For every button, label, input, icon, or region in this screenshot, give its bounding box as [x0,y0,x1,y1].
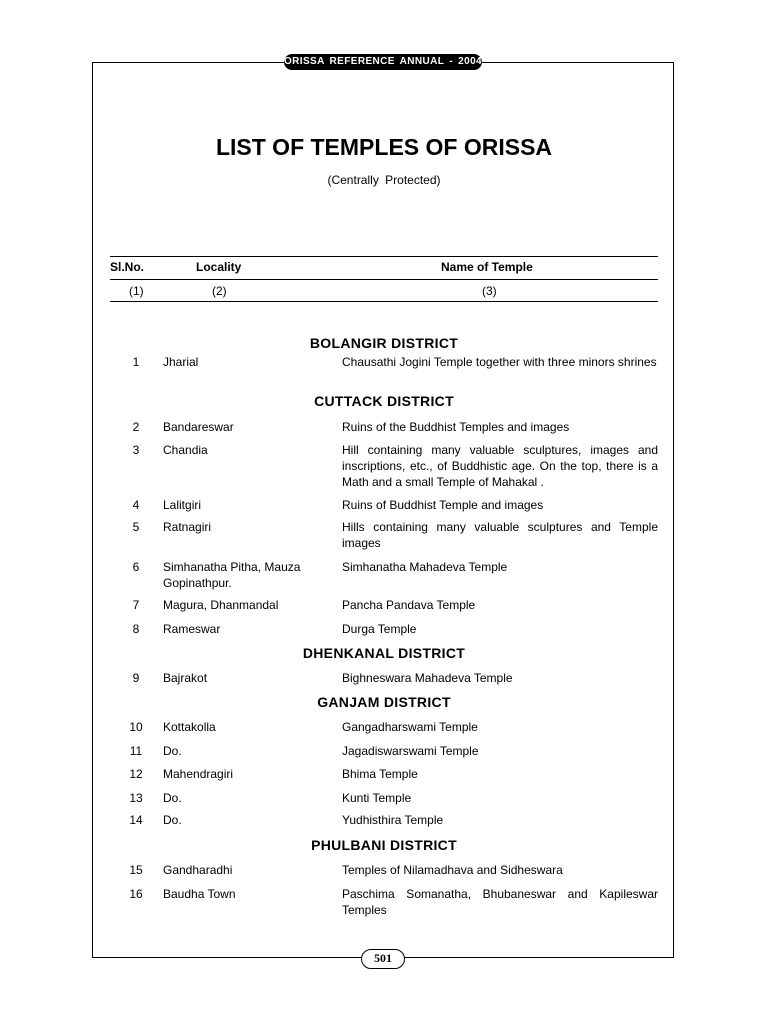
serial-number: 1 [132,355,140,369]
district-heading: BOLANGIR DISTRICT [309,335,459,351]
locality-cell: Do. [163,791,182,805]
running-header: ORISSA REFERENCE ANNUAL - 2004 [284,54,482,70]
colnum-2: (2) [212,284,227,298]
temple-name-cell: Bhima Temple [342,767,418,781]
locality-cell: Do. [163,813,182,827]
temple-name-cell: Hill containing many valuable sculptures, images and inscriptions, etc., of Buddhistic age. On the top, there is a Math and a small Temple of Mahakal . [342,443,658,489]
locality-cell: Chandia [163,443,208,457]
serial-number: 10 [129,720,143,734]
temple-name-cell: Jagadiswarswami Temple [342,744,479,758]
temple-name-cell: Ruins of the Buddhist Temples and images [342,420,570,434]
district-heading: CUTTACK DISTRICT [314,393,454,409]
district-heading: PHULBANI DISTRICT [311,837,457,853]
serial-number: 7 [132,598,140,612]
serial-number: 11 [129,744,143,758]
locality-cell: Magura, Dhanmandal [163,598,279,612]
serial-number: 8 [132,622,140,636]
district-heading: GANJAM DISTRICT [317,694,451,710]
page-subtitle: (Centrally Protected) [327,173,441,187]
temple-name-cell: Temples of Nilamadhava and Sidheswara [342,863,563,877]
locality-cell: Bajrakot [163,671,208,685]
temple-name-cell: Kunti Temple [342,791,412,805]
temple-name-cell: Pancha Pandava Temple [342,598,476,612]
locality-cell: Rameswar [163,622,221,636]
temple-name-cell: Gangadharswami Temple [342,720,478,734]
header-slno: Sl.No. [110,260,145,274]
locality-cell: Kottakolla [163,720,216,734]
serial-number: 12 [129,767,143,781]
temple-name-cell: Yudhisthira Temple [342,813,444,827]
serial-number: 3 [132,443,140,457]
colnum-3: (3) [482,284,497,298]
page-title: LIST OF TEMPLES OF ORISSA [215,134,553,160]
serial-number: 6 [132,560,140,574]
serial-number: 13 [129,791,143,805]
temple-name-cell: Durga Temple [342,622,417,636]
serial-number: 4 [132,498,140,512]
serial-number: 14 [129,813,143,827]
serial-number: 9 [132,671,140,685]
serial-number: 16 [129,887,143,901]
temple-name-cell: Chausathi Jogini Temple together with three minors shrines [342,355,657,369]
temple-name-cell: Simhanatha Mahadeva Temple [342,560,508,574]
temple-name-cell: Paschima Somanatha, Bhubaneswar and Kapileswar Temples [342,887,658,917]
serial-number: 5 [132,520,140,534]
temple-name-cell: Hills containing many valuable sculptures and Temple images [342,520,658,550]
locality-cell: Do. [163,744,182,758]
temple-name-cell: Ruins of Buddhist Temple and images [342,498,544,512]
locality-cell: Simhanatha Pitha, Mauza Gopinathpur. [163,560,301,590]
serial-number: 2 [132,420,140,434]
locality-cell: Ratnagiri [163,520,212,534]
district-heading: DHENKANAL DISTRICT [302,645,466,661]
colnum-1: (1) [129,284,144,298]
locality-cell: Mahendragiri [163,767,234,781]
locality-cell: Gandharadhi [163,863,233,877]
page-number: 501 [361,949,405,969]
locality-cell: Bandareswar [163,420,234,434]
header-locality: Locality [196,260,242,274]
serial-number: 15 [129,863,143,877]
locality-cell: Jharial [163,355,199,369]
temple-name-cell: Bighneswara Mahadeva Temple [342,671,513,685]
header-temple: Name of Temple [441,260,533,274]
locality-cell: Lalitgiri [163,498,202,512]
locality-cell: Baudha Town [163,887,236,901]
